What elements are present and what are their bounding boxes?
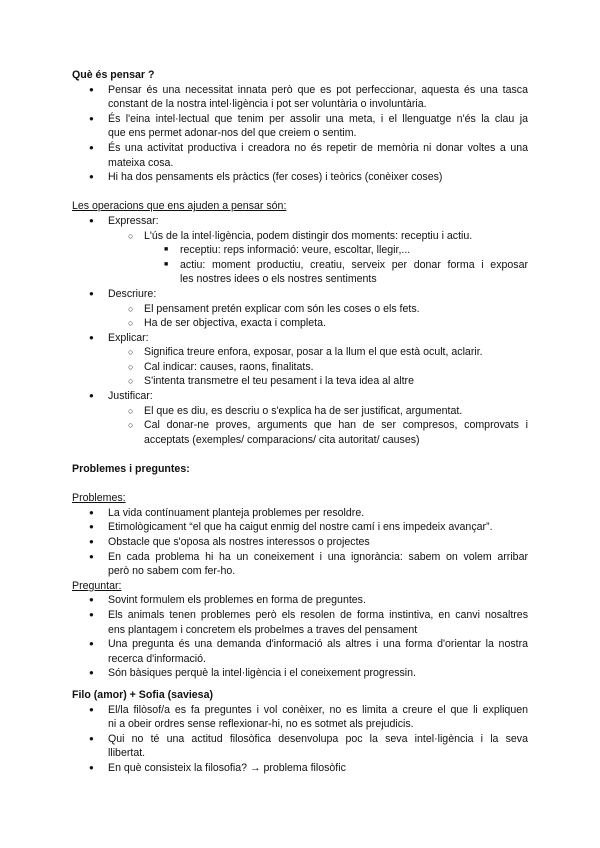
bullet-icon: ●: [89, 172, 94, 182]
bullet-icon: ●: [89, 215, 94, 225]
list-item-explicar: ● Explicar:: [89, 331, 149, 344]
list-item-cont: llibertat.: [108, 747, 146, 760]
list-item: ● Hi ha dos pensaments els pràctics (fer coses) i teòrics (conèixer coses): [89, 171, 443, 184]
sub-sub-item: ■ receptiu: reps informació: veure, escoltar, llegir,...: [164, 244, 411, 257]
sub-item: ○ L'ús de la intel·ligència, podem distingir dos moments: receptiu i actiu.: [128, 229, 473, 242]
bullet-icon: ●: [89, 391, 94, 401]
bullet-icon: ●: [89, 733, 94, 743]
sub-item: ○ El pensament pretén explicar com són les coses o els fets.: [128, 302, 420, 315]
list-item: ● La vida contínuament planteja problemes per resoldre.: [89, 506, 365, 519]
bullet-icon: ●: [89, 84, 94, 94]
sub-item: ○ Cal indicar: causes, raons, finalitats.: [128, 360, 314, 373]
section-title-problemes: Problemes i preguntes:: [72, 463, 190, 476]
circle-bullet-icon: ○: [128, 318, 134, 329]
list-item: ● Una pregunta és una demanda d'informació als altres i una forma d'orientar la nostra: [89, 638, 528, 651]
bullet-icon: ●: [89, 522, 94, 532]
list-item: ● El/la filòsof/a es fa preguntes i vol conèixer, no es limita a creure el que li expliquen: [89, 703, 528, 716]
sub-sub-item: ■ actiu: moment productiu, creatiu, serveix per donar forma i exposar: [164, 258, 528, 271]
square-bullet-icon: ■: [164, 260, 169, 268]
list-item: ● Els animals tenen problemes però els resolen de forma instintiva, en canvi nosaltres: [89, 608, 528, 621]
list-item-cont: ens plantagem i concretem els probelmes a traves del pensament: [108, 623, 418, 636]
document-page: [72, 68, 528, 776]
circle-bullet-icon: ○: [128, 405, 134, 416]
list-item: ● Qui no té una actitud filosòfica desenvolupa poc la seva intel·ligència i la seva: [89, 732, 528, 745]
sub-item: ○ El que es diu, es descriu o s'explica ha de ser justificat, argumentat.: [128, 404, 463, 417]
bullet-icon: ●: [89, 704, 94, 714]
list-item: ● Etimològicament “el que ha caigut enmig del nostre camí i ens impedeix avançar”.: [89, 521, 493, 534]
circle-bullet-icon: ○: [128, 420, 134, 431]
section-heading-operacions: Les operacions que ens ajuden a pensar són:: [72, 200, 287, 213]
bullet-icon: ●: [89, 595, 94, 605]
bullet-icon: ●: [89, 142, 94, 152]
list-item: ● Pensar és una necessitat innata però que es pot perfeccionar, aquesta és una tasca: [89, 83, 528, 96]
list-item-cont: que ens permet adonar-nos del que creiem o sentim.: [108, 127, 357, 140]
circle-bullet-icon: ○: [128, 361, 134, 372]
sub-item: ○ S'intenta transmetre el teu pesament i la teva idea al altre: [128, 375, 414, 388]
list-item: ● Sovint formulem els problemes en forma de preguntes.: [89, 594, 366, 607]
bullet-icon: ●: [89, 762, 94, 772]
list-item: ● És una activitat productiva i creadora no és repetir de memòria ni donar voltes a una: [89, 141, 528, 154]
subheading-problemes: Problemes:: [72, 492, 126, 505]
sub-sub-item-cont: les nostres idees o els nostres sentiments: [180, 273, 377, 286]
list-item: ● En què consisteix la filosofia? → problema filosòfic: [89, 761, 346, 774]
list-item-cont: però no sabem com fer-ho.: [108, 565, 236, 578]
circle-bullet-icon: ○: [128, 303, 134, 314]
square-bullet-icon: ■: [164, 246, 169, 254]
circle-bullet-icon: ○: [128, 376, 134, 387]
sub-item: ○ Ha de ser objectiva, exacta i completa.: [128, 317, 326, 330]
list-item-cont: constant de la nostra intel·ligència i pot ser voluntària o involuntària.: [108, 98, 427, 111]
list-item: ● En cada problema hi ha un coneixement i una ignorància: sabem on volem arribar: [89, 550, 528, 563]
list-item-descriure: ● Descriure:: [89, 287, 157, 300]
bullet-icon: ●: [89, 332, 94, 342]
circle-bullet-icon: ○: [128, 347, 134, 358]
bullet-icon: ●: [89, 288, 94, 298]
circle-bullet-icon: ○: [128, 230, 134, 241]
bullet-icon: ●: [89, 668, 94, 678]
list-item-cont: mateixa cosa.: [108, 156, 174, 169]
sub-item: ○ Cal donar-ne proves, arguments que han de ser compresos, comprovats i: [128, 419, 528, 432]
sub-item-cont: acceptats (exemples/ comparacions/ cita autoritat/ causes): [144, 433, 420, 446]
list-item-expressar: ● Expressar:: [89, 214, 159, 227]
list-item: ● Són bàsiques perquè la intel·ligència i el coneixement progressin.: [89, 667, 416, 680]
list-item-cont: ni a obeir ordres sense reflexionar-hi, no es sotmet als prejudicis.: [108, 718, 414, 731]
bullet-icon: ●: [89, 609, 94, 619]
bullet-icon: ●: [89, 551, 94, 561]
bullet-icon: ●: [89, 537, 94, 546]
list-item-cont: recerca d'informació.: [108, 652, 206, 665]
bullet-icon: ●: [89, 507, 94, 517]
section-title-filosofia: Filo (amor) + Sofia (saviesa): [72, 688, 213, 701]
bullet-icon: ●: [89, 639, 94, 649]
list-item: ● Obstacle que s'oposa als nostres interessos o projectes: [89, 536, 370, 548]
subheading-preguntar: Preguntar:: [72, 579, 122, 592]
bullet-icon: ●: [89, 113, 94, 123]
sub-item: ○ Significa treure enfora, exposar, posar a la llum el que està ocult, aclarir.: [128, 346, 483, 359]
list-item-justificar: ● Justificar:: [89, 390, 153, 403]
list-item: ● És l'eina intel·lectual que tenim per assolir una meta, i el llenguatge n'és la clau ja: [89, 112, 528, 125]
section-title-pensar: Què és pensar ?: [72, 69, 155, 81]
